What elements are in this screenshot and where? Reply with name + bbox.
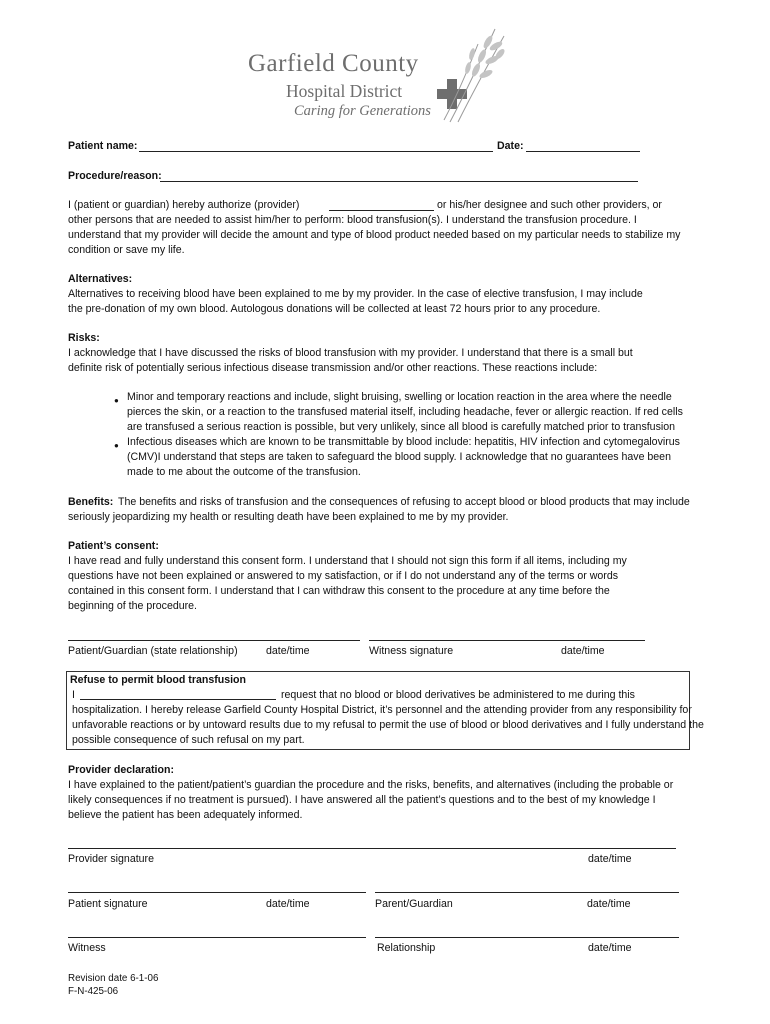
consent-text: beginning of the procedure. bbox=[68, 600, 197, 612]
authorization-text: condition or save my life. bbox=[68, 244, 185, 256]
refuse-text: unfavorable reactions or by untoward results due to my refusal to permit the use of blood or blood derivatives and I fully understand the bbox=[72, 719, 704, 731]
benefits-heading: Benefits: bbox=[68, 496, 114, 508]
authorization-text: or his/her designee and such other providers, or bbox=[437, 199, 662, 211]
parent-guardian-label: Parent/Guardian bbox=[375, 898, 453, 910]
risk-bullet-text: are transfused a serious reaction is possible, but very unlikely, since all blood is carefully matched prior to transfusion bbox=[127, 421, 676, 433]
patient-signature-label: Patient signature bbox=[68, 898, 148, 910]
logo-name: Garfield County bbox=[248, 50, 419, 77]
datetime-label: date/time bbox=[588, 942, 632, 954]
wheat-icon bbox=[440, 24, 510, 124]
patient-guardian-label: Patient/Guardian (state relationship) bbox=[68, 645, 238, 657]
alternatives-heading: Alternatives: bbox=[68, 273, 133, 285]
patient-guardian-signature-line[interactable] bbox=[68, 640, 360, 641]
patient-name-label: Patient name: bbox=[68, 140, 138, 152]
parent-guardian-line[interactable] bbox=[375, 892, 679, 893]
patient-name-line[interactable] bbox=[139, 151, 493, 152]
provider-text: I have explained to the patient/patient’s guardian the procedure and the risks, benefits, and alternatives (including the probable or bbox=[68, 779, 674, 791]
risks-text: definite risk of potentially serious infectious disease transmission and/or other reactions. These reactions include: bbox=[68, 362, 598, 374]
refuse-text: possible consequence of such refusal on my part. bbox=[72, 734, 305, 746]
risk-bullet-text: Infectious diseases which are known to be transmittable by blood include: hepatitis, HIV infection and cytomegalovirus bbox=[127, 436, 680, 448]
refuse-name-line[interactable] bbox=[80, 699, 276, 700]
procedure-label: Procedure/reason: bbox=[68, 170, 162, 182]
witness-label: Witness bbox=[68, 942, 106, 954]
form-number: F-N-425-06 bbox=[68, 986, 119, 997]
provider-text: believe the patient has been adequately informed. bbox=[68, 809, 303, 821]
refuse-text: request that no blood or blood derivatives be administered to me during this bbox=[281, 689, 635, 701]
consent-text: questions have not been explained or answered to my satisfaction, or if I do not understand any of the terms or words bbox=[68, 570, 619, 582]
witness-signature-line[interactable] bbox=[369, 640, 645, 641]
benefits-text: seriously jeopardizing my health or resulting death have been explained to me by my provider. bbox=[68, 511, 509, 523]
witness-signature-label: Witness signature bbox=[369, 645, 454, 657]
provider-text: likely consequences if no treatment is pursued). I have answered all the patient’s questions and to the best of my knowledge I bbox=[68, 794, 656, 806]
datetime-label: date/time bbox=[588, 853, 632, 865]
authorization-text: understand that my provider will decide the amount and type of blood product needed based on my particular needs to stabilize my bbox=[68, 229, 681, 241]
benefits-text: The benefits and risks of transfusion and the consequences of refusing to accept blood or blood products that may include bbox=[118, 496, 690, 508]
patient-signature-line[interactable] bbox=[68, 892, 366, 893]
authorization-text: other persons that are needed to assist him/her to perform: blood transfusion(s). I understand the transfusion procedure. I bbox=[68, 214, 637, 226]
bullet-icon bbox=[114, 438, 122, 446]
risk-bullet-text: (CMV)I understand that steps are taken to safeguard the blood supply. I acknowledge that no guarantees have been bbox=[127, 451, 671, 463]
relationship-line[interactable] bbox=[375, 937, 679, 938]
risk-bullet-text: Minor and temporary reactions and include, slight bruising, swelling or location reaction in the area where the needle bbox=[127, 391, 672, 403]
consent-text: I have read and fully understand this consent form. I understand that I should not sign this form if all items, including my bbox=[68, 555, 627, 567]
risks-text: I acknowledge that I have discussed the risks of blood transfusion with my provider. I understand that there is a small but bbox=[68, 347, 633, 359]
relationship-label: Relationship bbox=[377, 942, 436, 954]
datetime-label: date/time bbox=[561, 645, 605, 657]
provider-signature-line[interactable] bbox=[68, 848, 676, 849]
datetime-label: date/time bbox=[587, 898, 631, 910]
alternatives-text: Alternatives to receiving blood have been explained to me by my provider. In the case of elective transfusion, I may include bbox=[68, 288, 643, 300]
risks-heading: Risks: bbox=[68, 332, 100, 344]
provider-heading: Provider declaration: bbox=[68, 764, 174, 776]
risk-bullet-text: pierces the skin, or a reaction to the transfused material itself, including headache, fever or allergic reaction. If red cells bbox=[127, 406, 683, 418]
date-line[interactable] bbox=[526, 151, 640, 152]
procedure-line[interactable] bbox=[160, 181, 638, 182]
provider-line[interactable] bbox=[329, 210, 434, 211]
refuse-heading: Refuse to permit blood transfusion bbox=[70, 674, 246, 686]
authorization-text: I (patient or guardian) hereby authorize (provider) bbox=[68, 199, 300, 211]
consent-text: contained in this consent form. I understand that I can withdraw this consent to the procedure at any time before the bbox=[68, 585, 610, 597]
provider-signature-label: Provider signature bbox=[68, 853, 154, 865]
date-label: Date: bbox=[497, 140, 524, 152]
refuse-text: hospitalization. I hereby release Garfield County Hospital District, it’s personnel and the attending provider from any responsibility for bbox=[72, 704, 692, 716]
bullet-icon bbox=[114, 393, 122, 401]
witness-line[interactable] bbox=[68, 937, 366, 938]
alternatives-text: the pre-donation of my own blood. Autologous donations will be collected at least 72 hours prior to any procedure. bbox=[68, 303, 601, 315]
consent-heading: Patient’s consent: bbox=[68, 540, 159, 552]
logo-tagline: Caring for Generations bbox=[294, 103, 431, 119]
datetime-label: date/time bbox=[266, 645, 310, 657]
refuse-text: I bbox=[72, 689, 75, 701]
logo-subname: Hospital District bbox=[286, 81, 403, 101]
risk-bullet-text: made to me about the outcome of the transfusion. bbox=[127, 466, 361, 478]
revision-date: Revision date 6-1-06 bbox=[68, 973, 159, 984]
datetime-label: date/time bbox=[266, 898, 310, 910]
